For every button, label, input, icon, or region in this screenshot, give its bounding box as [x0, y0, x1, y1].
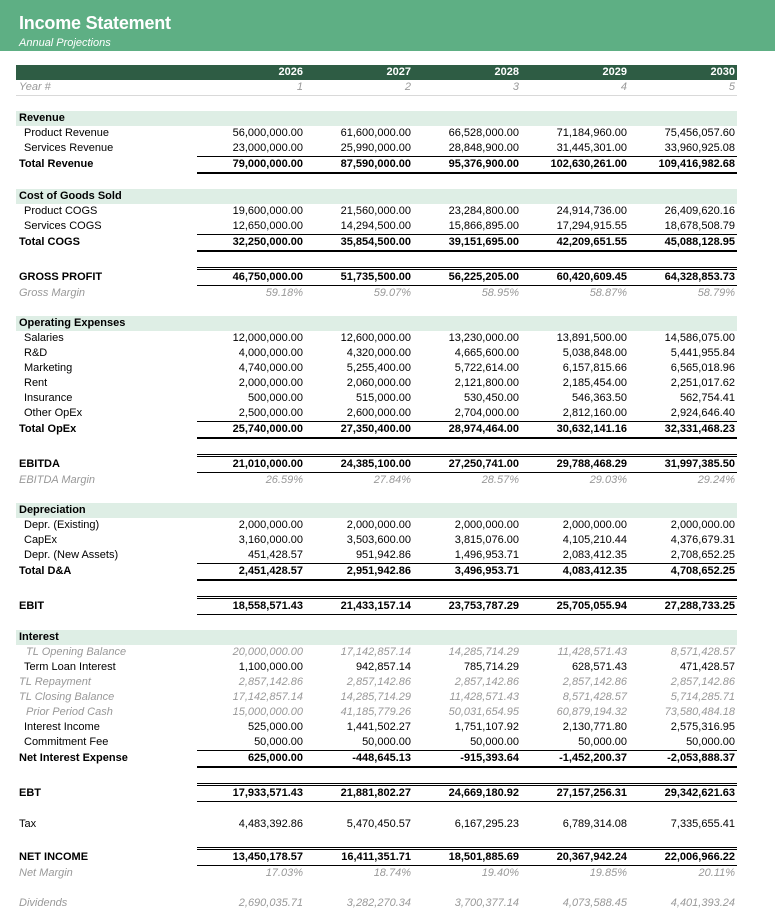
value-cell: 5,038,848.00	[562, 347, 627, 359]
value-cell: 24,914,736.00	[556, 205, 627, 217]
row-label: Net Margin	[19, 866, 73, 879]
value-cell: 50,000.00	[686, 736, 735, 748]
value-cell: 50,000.00	[470, 736, 519, 748]
value-cell: 4	[521, 80, 629, 96]
value-cell: 61,600,000.00	[340, 127, 411, 139]
row-label: Tax	[19, 818, 37, 830]
value-cell: 3,160,000.00	[238, 534, 303, 546]
row-prior-cash	[16, 705, 737, 720]
value-cell: 546,363.50	[571, 392, 627, 404]
row-insurance	[16, 391, 737, 406]
spacer-row	[16, 96, 737, 112]
value-cell: 18,558,571.43	[197, 598, 305, 615]
row-label: Rent	[24, 377, 48, 389]
row-label: Interest Income	[24, 721, 100, 733]
page-title: Income Statement	[19, 13, 171, 33]
section-depreciation	[16, 503, 737, 518]
row-label: GROSS PROFIT	[19, 270, 103, 283]
value-cell: 73,580,484.18	[664, 706, 735, 718]
row-label: EBT	[19, 786, 41, 799]
row-tax	[16, 817, 737, 832]
value-cell: 20,000,000.00	[232, 646, 303, 658]
value-cell: 500,000.00	[247, 392, 303, 404]
row-net-income	[16, 849, 737, 866]
spacer-row	[16, 488, 737, 503]
value-cell: 1,751,107.92	[454, 721, 519, 733]
value-cell: 23,000,000.00	[232, 142, 303, 154]
spacer-row	[16, 802, 737, 818]
value-cell: 22,006,966.22	[629, 849, 737, 866]
value-cell: 525,000.00	[247, 721, 303, 733]
value-cell: 50,000.00	[362, 736, 411, 748]
value-cell: 14,285,714.29	[448, 646, 519, 658]
value-cell: 4,000,000.00	[238, 347, 303, 359]
value-cell: 17,142,857.14	[232, 691, 303, 703]
value-cell: 58.95%	[481, 287, 519, 299]
year-header: 2026	[197, 65, 305, 80]
row-rent	[16, 376, 737, 391]
value-cell: 75,456,057.60	[664, 127, 735, 139]
value-cell: 16,411,351.71	[305, 849, 413, 866]
section-label: Revenue	[16, 111, 197, 126]
year-header: 2027	[305, 65, 413, 80]
row-ebitda	[16, 456, 737, 473]
value-cell: 21,433,157.14	[305, 598, 413, 615]
value-cell: 2,000,000.00	[346, 519, 411, 531]
section-label: Depreciation	[16, 503, 197, 518]
section-opex	[16, 316, 737, 331]
row-term-loan-interest	[16, 660, 737, 675]
value-cell: 4,740,000.00	[238, 362, 303, 374]
value-cell: 5	[629, 80, 737, 96]
row-tl-opening	[16, 645, 737, 660]
value-cell: 12,600,000.00	[340, 332, 411, 344]
value-cell: 58.79%	[697, 287, 735, 299]
section-label: Operating Expenses	[16, 316, 197, 331]
value-cell: 1,441,502.27	[346, 721, 411, 733]
value-cell: 4,073,588.45	[562, 897, 627, 909]
header-banner	[0, 0, 775, 51]
value-cell: 7,335,655.41	[670, 818, 735, 830]
value-cell: 39,151,695.00	[413, 235, 521, 252]
year-header: 2030	[629, 65, 737, 80]
row-label: NET INCOME	[19, 850, 89, 863]
value-cell: 25,705,055.94	[521, 598, 629, 615]
spacer-row	[16, 301, 737, 316]
value-cell: 11,428,571.43	[557, 646, 627, 658]
value-cell: 5,470,450.57	[346, 818, 411, 830]
value-cell: 17,142,857.14	[340, 646, 411, 658]
value-cell: 64,328,853.73	[629, 269, 737, 286]
value-cell: 102,630,261.00	[521, 157, 629, 174]
row-other-opex	[16, 406, 737, 422]
value-cell: 2,000,000.00	[238, 377, 303, 389]
value-cell: 628,571.43	[571, 661, 627, 673]
value-cell: 29,788,468.29	[521, 456, 629, 473]
year-index-row	[16, 80, 737, 96]
row-label: Total Revenue	[19, 158, 94, 171]
row-label: EBITDA	[19, 457, 60, 470]
value-cell: 1,496,953.71	[454, 549, 519, 561]
row-label: Product COGS	[24, 205, 98, 217]
section-label: Cost of Goods Sold	[16, 189, 197, 204]
value-cell: 3,815,076.00	[454, 534, 519, 546]
value-cell: 2,185,454.00	[562, 377, 627, 389]
value-cell: 2,704,000.00	[454, 407, 519, 419]
value-cell: 45,088,128.95	[629, 235, 737, 252]
value-cell: -915,393.64	[413, 751, 521, 768]
value-cell: 2,451,428.57	[197, 564, 305, 581]
value-cell: 24,385,100.00	[305, 456, 413, 473]
value-cell: 13,450,178.57	[197, 849, 305, 866]
value-cell: 8,571,428.57	[562, 691, 627, 703]
row-label: Gross Margin	[19, 286, 86, 299]
value-cell: 27,157,256.31	[521, 785, 629, 802]
value-cell: 2	[305, 80, 413, 96]
value-cell: 71,184,960.00	[556, 127, 627, 139]
row-label: Depr. (New Assets)	[24, 549, 119, 562]
year-header: 2028	[413, 65, 521, 80]
row-label: Insurance	[24, 392, 73, 404]
value-cell: 27,250,741.00	[413, 456, 521, 473]
row-label: TL Repayment	[19, 676, 91, 688]
value-cell: 14,586,075.00	[664, 332, 735, 344]
value-cell: 109,416,982.68	[629, 157, 737, 174]
value-cell: 19.85%	[589, 867, 627, 879]
value-cell: 79,000,000.00	[197, 157, 305, 174]
spacer-row	[16, 438, 737, 456]
value-cell: 21,010,000.00	[197, 456, 305, 473]
value-cell: 29,342,621.63	[629, 785, 737, 802]
value-cell: 18.74%	[373, 867, 411, 879]
row-services-cogs	[16, 219, 737, 235]
value-cell: 50,000.00	[578, 736, 627, 748]
value-cell: 4,401,393.24	[670, 897, 735, 909]
spacer-row	[16, 615, 737, 631]
value-cell: 6,565,018.96	[670, 362, 735, 374]
row-label: Total COGS	[19, 236, 80, 249]
row-label: CapEx	[24, 534, 58, 546]
spacer-row	[16, 580, 737, 598]
row-label: R&D	[24, 347, 48, 359]
row-label: Year #	[16, 80, 197, 96]
value-cell: 28,974,464.00	[413, 422, 521, 439]
value-cell: 3,282,270.34	[346, 897, 411, 909]
value-cell: 471,428.57	[679, 661, 735, 673]
value-cell: 28.57%	[481, 474, 519, 486]
row-gross-margin	[16, 286, 737, 302]
value-cell: 1	[197, 80, 305, 96]
row-salaries	[16, 331, 737, 346]
header-row	[16, 65, 737, 80]
value-cell: -1,452,200.37	[521, 751, 629, 768]
value-cell: 21,881,802.27	[305, 785, 413, 802]
section-interest	[16, 630, 737, 645]
value-cell: 2,000,000.00	[454, 519, 519, 531]
value-cell: 25,740,000.00	[197, 422, 305, 439]
value-cell: 4,483,392.86	[238, 818, 303, 830]
value-cell: 14,294,500.00	[340, 220, 411, 232]
value-cell: 2,000,000.00	[670, 519, 735, 531]
value-cell: 2,708,652.25	[670, 549, 735, 561]
value-cell: 56,225,205.00	[413, 269, 521, 286]
value-cell: 2,951,942.86	[305, 564, 413, 581]
row-ebit	[16, 598, 737, 615]
year-header: 2029	[521, 65, 629, 80]
value-cell: 26.59%	[265, 474, 303, 486]
row-label: Dividends	[19, 897, 68, 909]
value-cell: 17.03%	[265, 867, 303, 879]
value-cell: 13,891,500.00	[556, 332, 627, 344]
value-cell: -448,645.13	[305, 751, 413, 768]
value-cell: 33,960,925.08	[664, 142, 735, 154]
value-cell: 31,997,385.50	[629, 456, 737, 473]
value-cell: 5,255,400.00	[346, 362, 411, 374]
value-cell: 11,428,571.43	[449, 691, 519, 703]
row-label: Salaries	[24, 332, 64, 344]
value-cell: 2,857,142.86	[562, 676, 627, 688]
value-cell: 6,789,314.08	[562, 818, 627, 830]
value-cell: 27,350,400.00	[305, 422, 413, 439]
value-cell: 95,376,900.00	[413, 157, 521, 174]
value-cell: 17,933,571.43	[197, 785, 305, 802]
row-label: Total D&A	[19, 565, 72, 578]
value-cell: 50,000.00	[254, 736, 303, 748]
row-rnd	[16, 346, 737, 361]
row-label: TL Opening Balance	[26, 646, 127, 658]
spacer-row	[16, 767, 737, 785]
row-label: Total OpEx	[19, 423, 77, 436]
row-ebitda-margin	[16, 473, 737, 489]
section-label: Interest	[16, 630, 197, 645]
spacer-row	[16, 173, 737, 189]
value-cell: 515,000.00	[355, 392, 411, 404]
row-label: Product Revenue	[24, 127, 109, 139]
row-depr-new-assets	[16, 548, 737, 564]
value-cell: 35,854,500.00	[305, 235, 413, 252]
row-product-cogs	[16, 204, 737, 219]
value-cell: 3	[413, 80, 521, 96]
value-cell: 18,678,508.79	[664, 220, 735, 232]
value-cell: 4,105,210.44	[562, 534, 627, 546]
value-cell: 12,650,000.00	[232, 220, 303, 232]
row-interest-income	[16, 720, 737, 735]
row-tl-repayment	[16, 675, 737, 690]
value-cell: 2,000,000.00	[238, 519, 303, 531]
row-product-revenue	[16, 126, 737, 141]
value-cell: 50,031,654.95	[448, 706, 519, 718]
row-label: Net Interest Expense	[19, 752, 128, 765]
value-cell: 2,575,316.95	[670, 721, 735, 733]
value-cell: 41,185,779.26	[340, 706, 411, 718]
value-cell: 2,130,771.80	[562, 721, 627, 733]
value-cell: 17,294,915.55	[556, 220, 627, 232]
value-cell: 15,000,000.00	[232, 706, 303, 718]
value-cell: 23,753,787.29	[413, 598, 521, 615]
value-cell: 25,990,000.00	[340, 142, 411, 154]
value-cell: 951,942.86	[355, 549, 411, 561]
value-cell: 29.24%	[697, 474, 735, 486]
value-cell: 3,503,600.00	[346, 534, 411, 546]
value-cell: 19,600,000.00	[232, 205, 303, 217]
row-label: EBIT	[19, 599, 45, 612]
value-cell: 530,450.00	[463, 392, 519, 404]
row-commitment-fee	[16, 735, 737, 751]
value-cell: 46,750,000.00	[197, 269, 305, 286]
row-label: Term Loan Interest	[24, 661, 116, 673]
value-cell: 785,714.29	[463, 661, 519, 673]
value-cell: 59.18%	[265, 287, 303, 299]
value-cell: 4,665,600.00	[454, 347, 519, 359]
row-gross-profit	[16, 269, 737, 286]
value-cell: 20.11%	[698, 867, 735, 879]
value-cell: 942,857.14	[355, 661, 411, 673]
row-label: TL Closing Balance	[19, 691, 115, 703]
value-cell: 2,857,142.86	[454, 676, 519, 688]
value-cell: 29.03%	[589, 474, 627, 486]
row-marketing	[16, 361, 737, 376]
value-cell: 31,445,301.00	[556, 142, 627, 154]
value-cell: 30,632,141.16	[521, 422, 629, 439]
row-net-interest	[16, 751, 737, 768]
row-total-da	[16, 564, 737, 581]
value-cell: 20,367,942.24	[521, 849, 629, 866]
value-cell: 58.87%	[589, 287, 627, 299]
value-cell: 4,708,652.25	[629, 564, 737, 581]
value-cell: 56,000,000.00	[232, 127, 303, 139]
value-cell: 2,857,142.86	[238, 676, 303, 688]
value-cell: 1,100,000.00	[238, 661, 303, 673]
row-label: Other OpEx	[24, 407, 83, 420]
value-cell: 2,121,800.00	[454, 377, 519, 389]
value-cell: 4,320,000.00	[346, 347, 411, 359]
page-subtitle: Annual Projections	[19, 37, 111, 49]
value-cell: 60,879,194.32	[556, 706, 627, 718]
row-services-revenue	[16, 141, 737, 157]
spacer-row	[16, 881, 737, 896]
value-cell: 4,376,679.31	[670, 534, 735, 546]
value-cell: 15,866,895.00	[448, 220, 519, 232]
value-cell: 42,209,651.55	[521, 235, 629, 252]
value-cell: 59.07%	[373, 287, 411, 299]
value-cell: 14,285,714.29	[340, 691, 411, 703]
value-cell: 2,500,000.00	[238, 407, 303, 419]
header-blank	[16, 65, 197, 80]
value-cell: 27.84%	[373, 474, 411, 486]
value-cell: 21,560,000.00	[340, 205, 411, 217]
row-label: Commitment Fee	[24, 736, 109, 749]
value-cell: 2,857,142.86	[346, 676, 411, 688]
value-cell: -2,053,888.37	[629, 751, 737, 768]
value-cell: 87,590,000.00	[305, 157, 413, 174]
row-total-opex	[16, 422, 737, 439]
value-cell: 18,501,885.69	[413, 849, 521, 866]
row-label: Services COGS	[24, 220, 102, 233]
row-total-revenue	[16, 157, 737, 174]
row-capex	[16, 533, 737, 548]
row-label: Marketing	[24, 362, 73, 374]
row-label: Services Revenue	[24, 142, 114, 155]
section-cogs	[16, 189, 737, 204]
value-cell: 28,848,900.00	[448, 142, 519, 154]
row-ebt	[16, 785, 737, 802]
value-cell: 562,754.41	[679, 392, 735, 404]
value-cell: 19.40%	[481, 867, 519, 879]
value-cell: 2,600,000.00	[346, 407, 411, 419]
value-cell: 4,083,412.35	[521, 564, 629, 581]
row-tl-closing	[16, 690, 737, 705]
value-cell: 2,857,142.86	[670, 676, 735, 688]
value-cell: 2,812,160.00	[562, 407, 627, 419]
row-net-margin	[16, 866, 737, 882]
value-cell: 24,669,180.92	[413, 785, 521, 802]
spacer-row	[16, 832, 737, 849]
value-cell: 2,690,035.71	[238, 897, 303, 909]
value-cell: 5,722,614.00	[454, 362, 519, 374]
value-cell: 6,167,295.23	[454, 818, 519, 830]
value-cell: 32,331,468.23	[629, 422, 737, 439]
value-cell: 3,496,953.71	[413, 564, 521, 581]
value-cell: 66,528,000.00	[448, 127, 519, 139]
row-depr-existing	[16, 518, 737, 533]
section-revenue	[16, 111, 737, 126]
value-cell: 6,157,815.66	[562, 362, 627, 374]
value-cell: 2,060,000.00	[346, 377, 411, 389]
value-cell: 2,924,646.40	[670, 407, 735, 419]
spacer-row	[16, 251, 737, 269]
value-cell: 32,250,000.00	[197, 235, 305, 252]
value-cell: 3,700,377.14	[454, 897, 519, 909]
value-cell: 26,409,620.16	[664, 205, 735, 217]
value-cell: 12,000,000.00	[232, 332, 303, 344]
income-statement-table	[16, 65, 737, 911]
value-cell: 27,288,733.25	[629, 598, 737, 615]
value-cell: 60,420,609.45	[521, 269, 629, 286]
value-cell: 2,000,000.00	[562, 519, 627, 531]
row-label: Prior Period Cash	[26, 706, 113, 718]
value-cell: 2,083,412.35	[562, 549, 627, 561]
row-label: EBITDA Margin	[19, 473, 96, 486]
value-cell: 8,571,428.57	[670, 646, 735, 658]
value-cell: 13,230,000.00	[448, 332, 519, 344]
value-cell: 2,251,017.62	[670, 377, 735, 389]
row-total-cogs	[16, 235, 737, 252]
value-cell: 23,284,800.00	[448, 205, 519, 217]
value-cell: 5,714,285.71	[670, 691, 735, 703]
value-cell: 5,441,955.84	[670, 347, 735, 359]
row-label: Depr. (Existing)	[24, 519, 100, 531]
value-cell: 625,000.00	[197, 751, 305, 768]
value-cell: 51,735,500.00	[305, 269, 413, 286]
value-cell: 451,428.57	[247, 549, 303, 561]
row-dividends	[16, 896, 737, 911]
